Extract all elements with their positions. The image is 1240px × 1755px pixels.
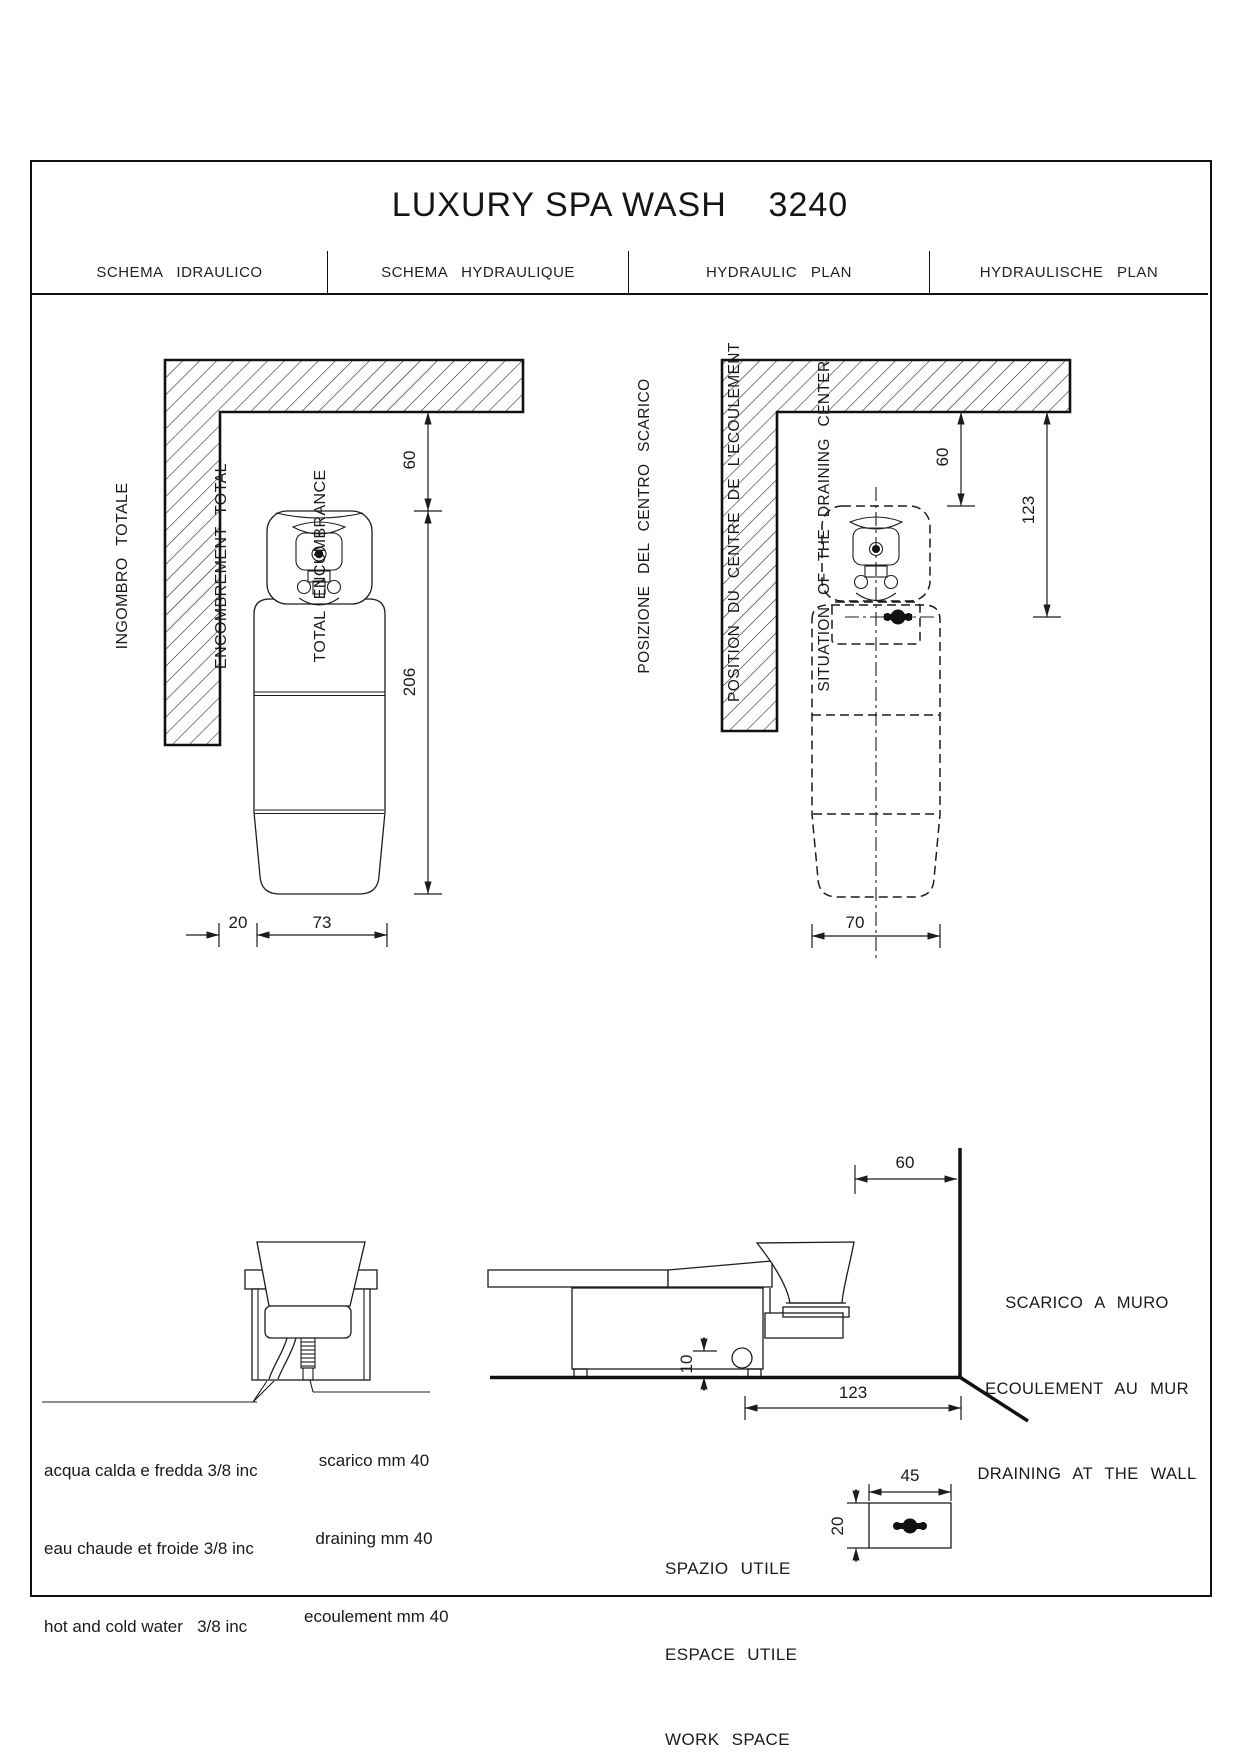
header-hydraulische-plan: HYDRAULISCHE PLAN xyxy=(979,263,1159,281)
label-encombrement-total: ENCOMBREMENT TOTAL xyxy=(213,463,230,669)
drain-connection-label xyxy=(304,1396,449,1682)
label-draining-at-the-wall: DRAINING AT THE WALL xyxy=(977,1465,1197,1483)
work-space-diagram xyxy=(828,1466,951,1562)
drain-outlet-circle xyxy=(732,1348,752,1368)
rear-view xyxy=(42,1242,430,1402)
label-scarico-mm40: scarico mm 40 xyxy=(318,1451,430,1470)
label-scarico-a-muro: SCARICO A MURO xyxy=(1005,1294,1169,1312)
draining-at-wall-label xyxy=(972,1232,1202,1546)
label-eau-chaude: eau chaude et froide 3/8 inc xyxy=(44,1539,254,1558)
header-schema-hydraulique: SCHEMA HYDRAULIQUE xyxy=(328,251,629,293)
label-hot-cold-water: hot and cold water 3/8 inc xyxy=(44,1617,248,1636)
dim-workspace-width: 45 xyxy=(900,1466,920,1485)
water-connection-label xyxy=(44,1406,258,1692)
label-espace-utile: ESPACE UTILE xyxy=(665,1644,798,1664)
dim-right-wall-gap: 60 xyxy=(933,447,952,467)
header-schema-idraulico: SCHEMA IDRAULICO xyxy=(32,251,328,293)
dim-chair-width: 73 xyxy=(312,913,332,932)
draining-center-label xyxy=(570,342,900,702)
label-posizione-centro-scarico: POSIZIONE DEL CENTRO SCARICO xyxy=(636,378,653,674)
header-hydraulic-plan: HYDRAULIC PLAN xyxy=(629,251,930,293)
label-total-encumbrance: TOTAL ENCUMBRANCE xyxy=(312,469,329,663)
side-view xyxy=(488,1148,1028,1421)
backrest-side xyxy=(668,1261,772,1287)
work-space-label xyxy=(665,1498,815,1755)
dim-drain-to-wall: 123 xyxy=(838,1383,868,1402)
total-encumbrance-label xyxy=(40,420,403,712)
basin-bowl-rear xyxy=(257,1242,365,1306)
dim-drain-center: 123 xyxy=(1019,495,1038,525)
dim-workspace-depth: 20 xyxy=(828,1516,847,1536)
label-draining-mm40: draining mm 40 xyxy=(315,1529,433,1548)
label-situation-draining-center: SITUATION OF THE DRAINING CENTER xyxy=(816,360,833,692)
bed-slab-side xyxy=(488,1270,668,1287)
dim-right-width: 70 xyxy=(845,913,865,932)
dim-left-wall-gap: 60 xyxy=(400,450,419,470)
dim-drain-height: 10 xyxy=(677,1354,696,1374)
label-acqua-calda: acqua calda e fredda 3/8 inc xyxy=(44,1461,258,1480)
dim-side-gap: 20 xyxy=(228,913,248,932)
label-ingombro-totale: INGOMBRO TOTALE xyxy=(114,482,131,650)
label-spazio-utile: SPAZIO UTILE xyxy=(665,1559,791,1578)
label-ecoulement-mm40: ecoulement mm 40 xyxy=(304,1607,449,1626)
label-position-centre-ecoulement: POSITION DU CENTRE DE L'ECOULEMENT xyxy=(726,342,743,702)
page-title: LUXURY SPA WASH 3240 xyxy=(391,186,849,224)
dim-basin-wall-gap: 60 xyxy=(895,1153,915,1172)
dim-total-length: 206 xyxy=(400,667,419,697)
label-ecoulement-au-mur: ECOULEMENT AU MUR xyxy=(985,1379,1189,1398)
label-work-space: WORK SPACE xyxy=(665,1730,790,1749)
